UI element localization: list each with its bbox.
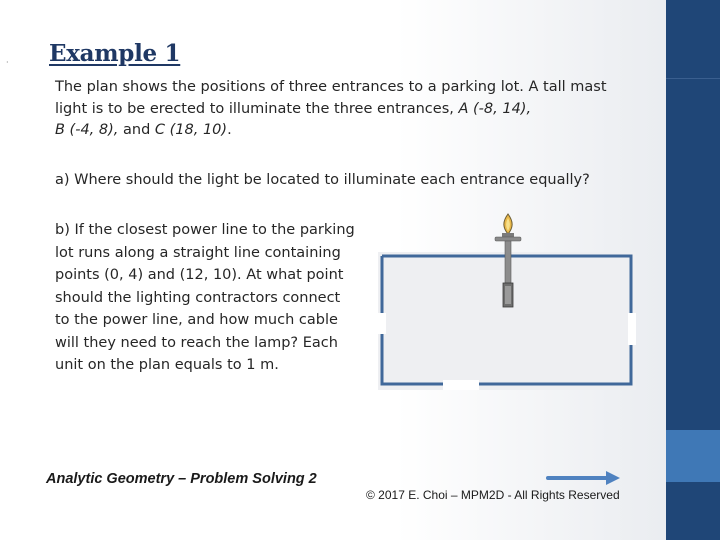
point-and: and (118, 122, 155, 138)
sidebar-block-top (666, 0, 720, 430)
sidebar-divider (666, 78, 720, 79)
slide-title: Example 1 (49, 40, 181, 67)
point-end: . (227, 122, 232, 138)
intro-line-2: mast light is to be erected to illuminate the three entrances, (55, 79, 607, 117)
problem-intro (55, 77, 630, 142)
point-c: C (18, 10) (154, 122, 228, 138)
corner-dot: · (6, 58, 9, 67)
footer-course-title: Analytic Geometry – Problem Solving 2 (46, 471, 317, 487)
entrance-gap-left (378, 313, 386, 334)
footer-copyright: © 2017 E. Choi – MPM2D - All Rights Reserved (366, 488, 620, 502)
sidebar-decoration (666, 0, 720, 540)
right-arrow-icon[interactable] (546, 470, 622, 486)
sidebar-block-bottom (666, 482, 720, 540)
sidebar-block-accent (666, 430, 720, 482)
entrance-gap-right (628, 313, 636, 345)
mast-light-icon (488, 212, 528, 312)
point-b: B (-4, 8), (55, 122, 119, 138)
point-a: A (-8, 14), (458, 100, 532, 117)
question-b: b) If the closest power line to the parking lot runs along a straight line containing points (0, 4) and (12, 10). At what point should the lighting contractors connect to the power line, and how much cable will they need to reach the lamp? Each unit on the plan equals to 1 m. (55, 222, 355, 373)
intro-line-1: The plan shows the positions of three entrances to a parking lot. A tall (55, 79, 566, 95)
entrance-gap-bottom (443, 380, 479, 390)
question-a: a) Where should the light be located to illuminate each entrance equally? (55, 172, 590, 188)
